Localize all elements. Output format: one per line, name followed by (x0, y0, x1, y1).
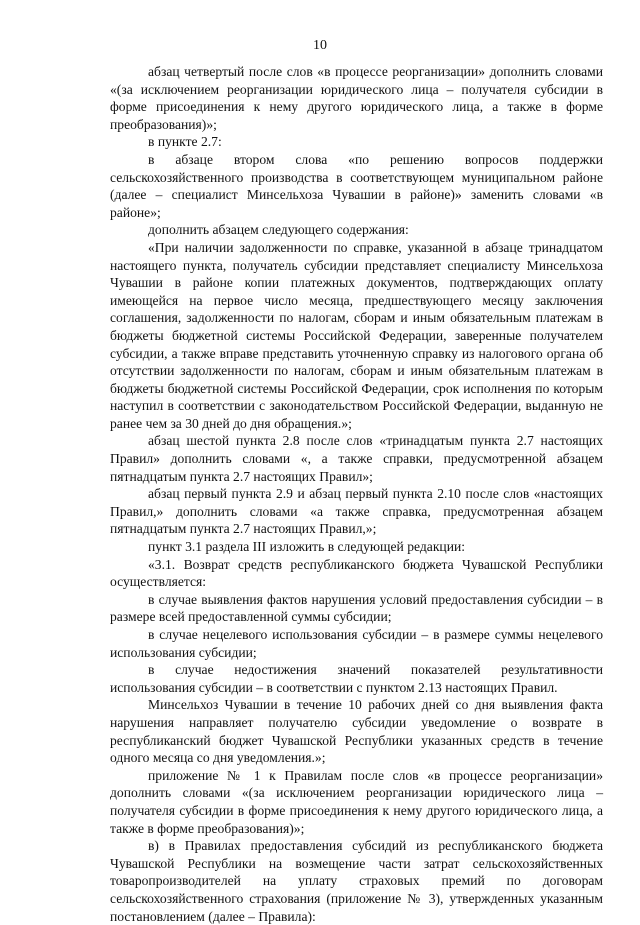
paragraph: в случае нецелевого использования субсидии – в размере суммы нецелевого использования субсидии; (110, 627, 603, 660)
paragraph: абзац шестой пункта 2.8 после слов «тринадцатым пункта 2.7 настоящих Правил» дополнить словами «, а также справки, предусмотренной абзацем пятнадцатым пункта 2.7 настоящих Правил»; (110, 433, 603, 484)
paragraph: Минсельхоз Чувашии в течение 10 рабочих дней со дня выявления факта нарушения направляет получателю субсидии уведомление о возврате в республиканский бюджет Чувашской Республики указанных средств в течение одного месяца со дня уведомления.»; (110, 697, 603, 766)
paragraph: в случае недостижения значений показателей результативности использования субсидии – в соответствии с пунктом 2.13 настоящих Правил. (110, 662, 603, 695)
paragraph: пункт 3.1 раздела III изложить в следующей редакции: (148, 539, 466, 555)
paragraph: «3.1. Возврат средств республиканского бюджета Чувашской Республики осуществляется: (110, 556, 603, 590)
paragraph: абзац четвертый после слов «в процессе реорганизации» дополнить словами «(за исключением реорганизации юридического лица – получателя субсидии в форме присоединения к нему другого юридического лица, а также в форме преобразования)»; (110, 64, 603, 132)
paragraph: в) в Правилах предоставления субсидий из республиканского бюджета Чувашской Республики на возмещение части затрат сельскохозяйственных товаропроизводителей на уплату страховых премий по договорам сельскохозяйственного страхования (приложение № 3), утвержденных указанным постановлением (далее – Правила): (110, 838, 603, 924)
paragraph: дополнить абзацем следующего содержания: (148, 222, 409, 238)
paragraph: в случае выявления фактов нарушения условий предоставления субсидии – в размере всей предоставленной суммы субсидии; (110, 591, 603, 625)
document-body (110, 63, 603, 925)
paragraph: приложение № 1 к Правилам после слов «в процессе реорганизации» дополнить словами «(за исключением реорганизации юридического лица – получателя субсидии в форме присоединения к нему другого юридического лица, а также в форме преобразования)»; (110, 767, 603, 836)
paragraph: абзац первый пункта 2.9 и абзац первый пункта 2.10 после слов «настоящих Правил,» дополнить словами «а также справка, предусмотренная абзацем пятнадцатым пункта 2.7 настоящих Правил,»; (110, 486, 603, 537)
paragraph: в пункте 2.7: (148, 134, 222, 150)
paragraph: «При наличии задолженности по справке, указанной в абзаце тринадцатом настоящего пункта, получатель субсидии представляет специалисту Минсельхоза Чувашии в районе копии платежных документов, подтверждающих оплату имеющейся на первое число месяца, предшествующего месяцу заключения соглашения, задолженности по налогам, сборам и иным обязательным платежам в бюджеты бюджетной системы Российской Федерации, заверенные получателем субсидии, а также вправе представить уточненную справку из налогового органа об отсутствии задолженности по налогам, сборам и иным обязательным платежам в бюджеты бюджетной системы Российской Федерации, срок исполнения по которым наступил в соответствии с законодательством Российской Федерации, выданную не ранее чем за 30 дней до дня обращения.»; (110, 239, 603, 431)
paragraph: в абзаце втором слова «по решению вопросов поддержки сельскохозяйственного производства в соответствующем муниципальном районе (далее – специалист Минсельхоза Чувашии в районе)» заменить словами «в районе»; (110, 151, 603, 220)
page-number: 10 (313, 38, 327, 53)
